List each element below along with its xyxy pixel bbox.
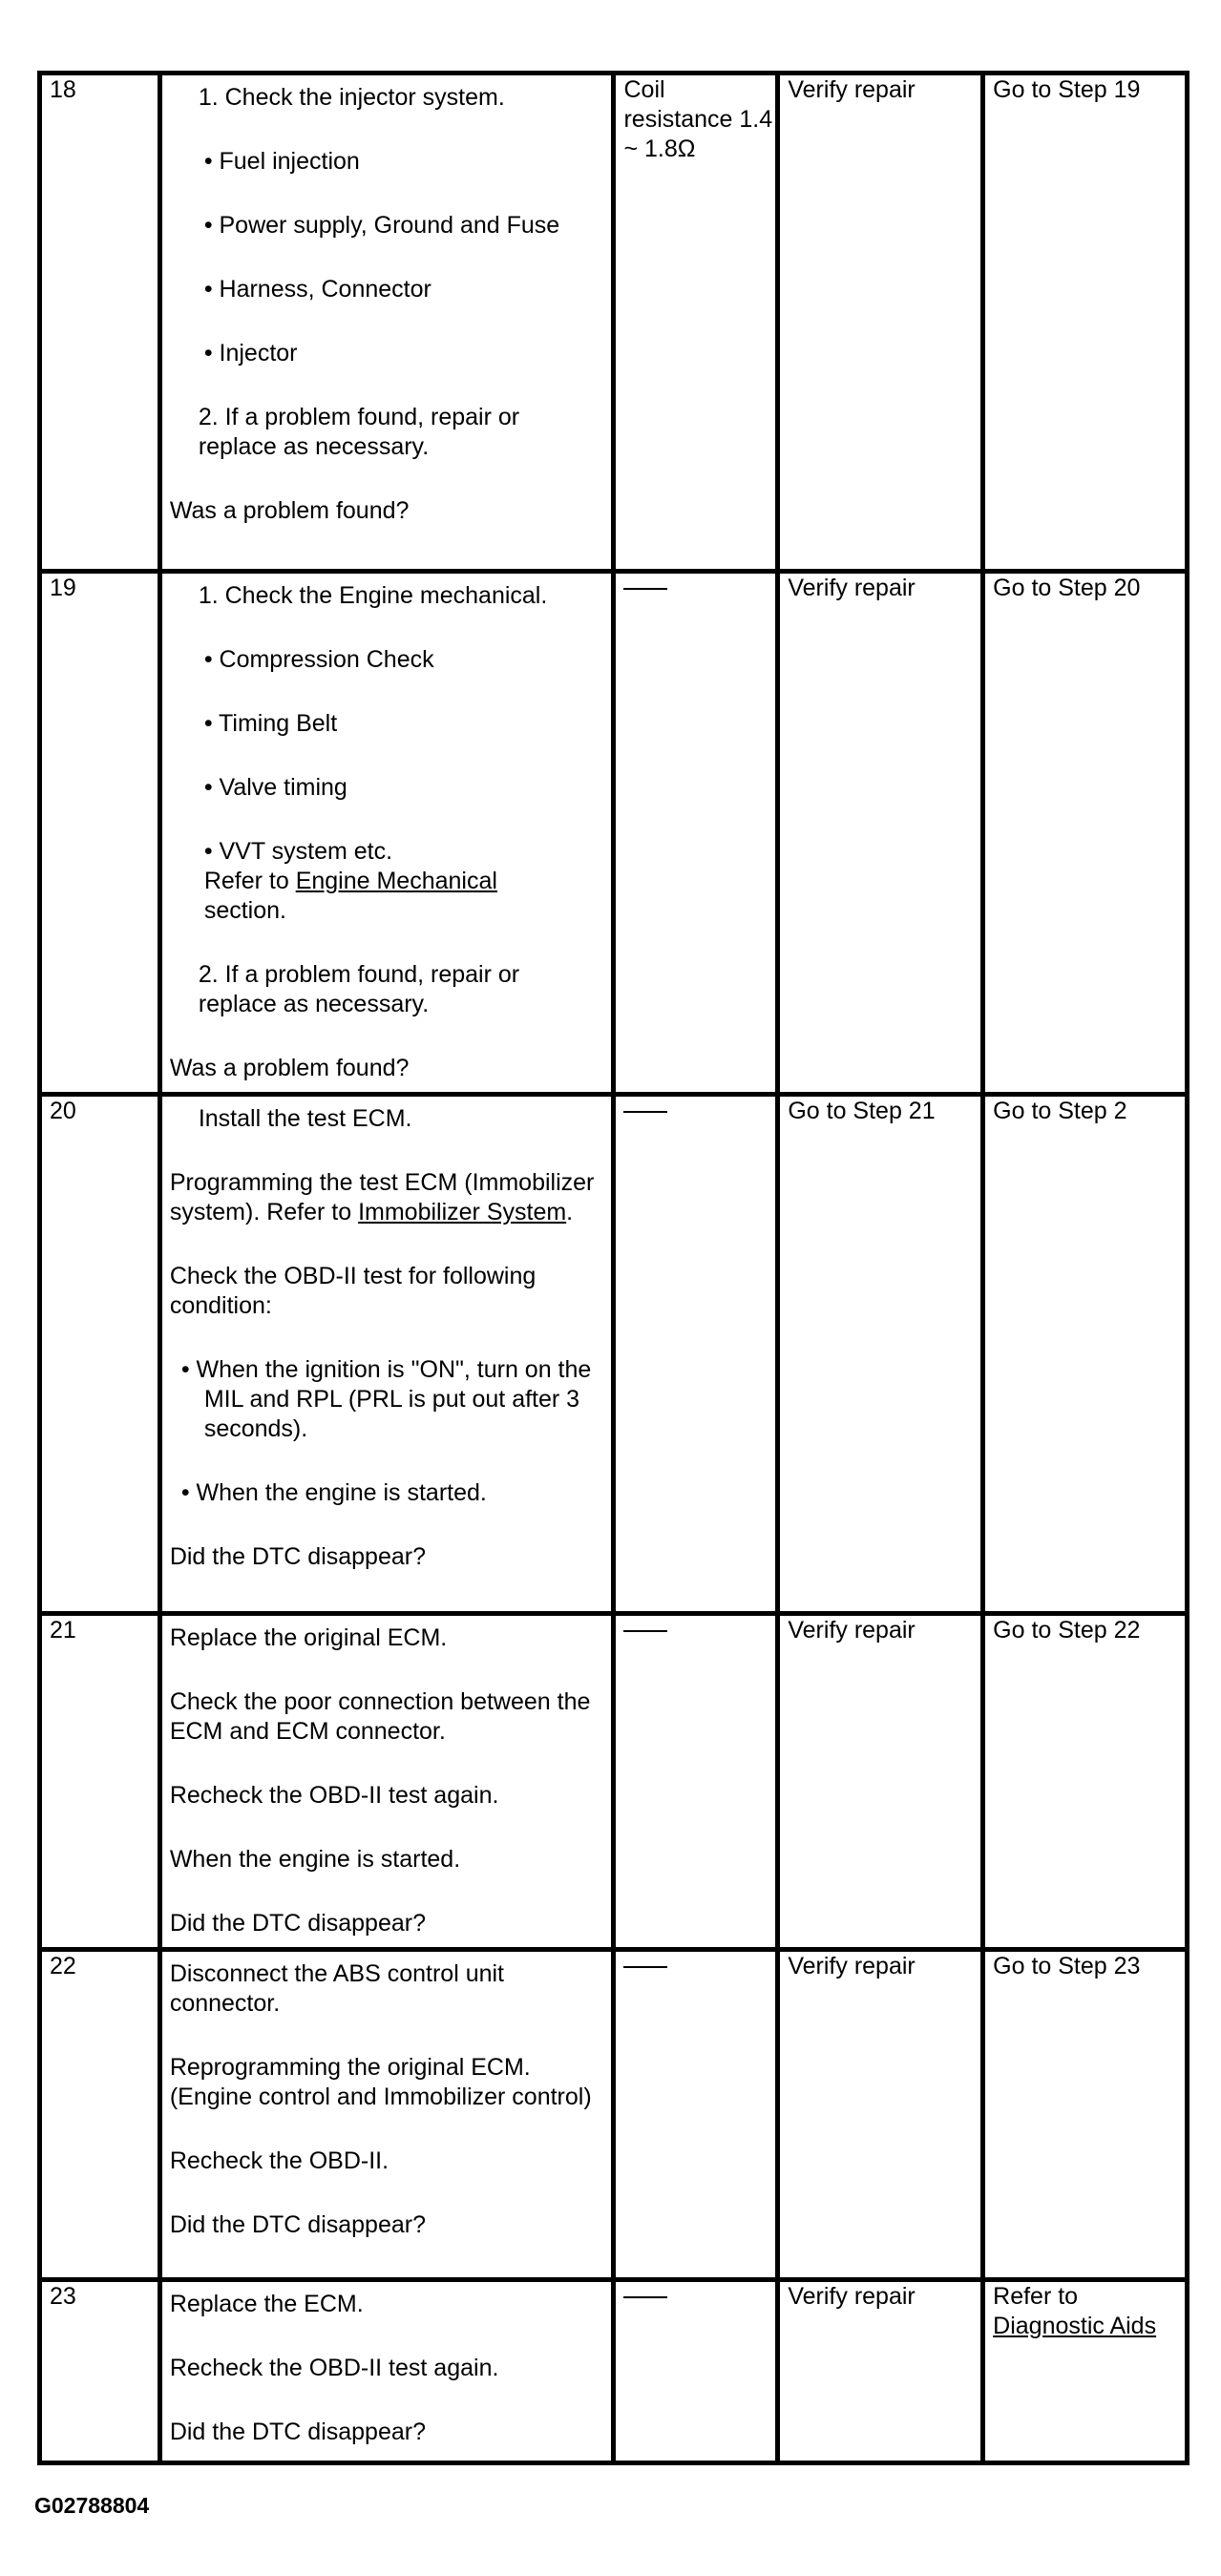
action-line: Check the OBD-II test for following condition:: [169, 1263, 537, 1319]
action-line: Recheck the OBD-II test again.: [169, 1782, 499, 1809]
value-cell: [614, 1095, 778, 1614]
no-cell: [983, 1950, 1188, 2280]
action-bullet: • Harness, Connector: [203, 276, 432, 303]
action-line: Replace the original ECM.: [169, 1624, 448, 1651]
table-row-step-19: [40, 572, 1188, 1095]
yes-text: Verify repair: [788, 2283, 916, 2310]
action-cell: [159, 1614, 614, 1950]
yes-cell: [778, 1095, 983, 1614]
step-number: 19: [50, 575, 76, 601]
diagnostic-table-container: [37, 71, 1189, 2465]
action-line: [170, 1168, 604, 1227]
action-question: Did the DTC disappear?: [169, 2419, 427, 2445]
no-cell: [983, 2280, 1188, 2463]
action-cell: [159, 2280, 614, 2463]
table-row-step-21: [40, 1614, 1188, 1950]
value-dash: [616, 2282, 775, 2312]
step-number: 20: [50, 1098, 76, 1124]
figure-id: G02788804: [34, 2493, 150, 2518]
diagnostic-aids-link[interactable]: Diagnostic Aids: [993, 2313, 1157, 2339]
step-cell: [40, 572, 160, 1095]
step-number: 23: [50, 2283, 76, 2310]
action-question: Did the DTC disappear?: [169, 1910, 427, 1937]
step-number: 22: [50, 1953, 76, 1979]
action-cell: [159, 1095, 614, 1614]
action-refer: [170, 867, 604, 926]
refer-prefix: Refer to: [993, 2283, 1079, 2310]
yes-text: Verify repair: [788, 1617, 916, 1644]
immobilizer-system-link[interactable]: Immobilizer System: [358, 1199, 567, 1225]
yes-text: Verify repair: [788, 76, 916, 103]
step-cell: [40, 2280, 160, 2463]
no-text: Go to Step 23: [993, 1953, 1141, 1979]
no-text: [985, 2282, 1185, 2345]
step-cell: [40, 1950, 160, 2280]
action-line: Disconnect the ABS control unit connector.: [169, 1960, 505, 2017]
step-cell: [40, 1614, 160, 1950]
action-item: 1. Check the injector system.: [198, 84, 505, 111]
yes-text: Go to Step 21: [788, 1098, 936, 1124]
no-cell: [983, 73, 1188, 572]
action-line: Install the test ECM.: [198, 1105, 412, 1132]
table-row-step-20: [40, 1095, 1188, 1614]
step-number: 21: [50, 1617, 76, 1644]
action-bullet: • Valve timing: [203, 774, 347, 801]
action-item: 2. If a problem found, repair or replace as necessary.: [198, 961, 520, 1017]
action-item: 1. Check the Engine mechanical.: [198, 582, 548, 609]
value-cell: [614, 73, 778, 572]
table-row-step-23: [40, 2280, 1188, 2463]
action-line: Check the poor connection between the ECM and ECM connector.: [169, 1688, 591, 1745]
diagnostic-table: [37, 71, 1189, 2465]
engine-mechanical-link[interactable]: Engine Mechanical: [295, 868, 497, 894]
value-cell: [614, 1614, 778, 1950]
action-cell: [159, 572, 614, 1095]
action-question: Was a problem found?: [169, 497, 410, 524]
action-item: 2. If a problem found, repair or replace as necessary.: [198, 404, 520, 460]
value-text: Coil resistance 1.4 ~ 1.8Ω: [623, 76, 773, 162]
action-line: Recheck the OBD-II.: [169, 2147, 389, 2174]
action-bullet: • Compression Check: [203, 646, 434, 673]
table-row-step-18: [40, 73, 1188, 572]
refer-prefix: Refer to: [203, 868, 296, 894]
value-cell: [614, 2280, 778, 2463]
action-cell: [159, 73, 614, 572]
action-bullet: • VVT system etc.: [203, 838, 393, 865]
action-line: Recheck the OBD-II test again.: [169, 2355, 499, 2381]
action-line: When the engine is started.: [169, 1846, 461, 1873]
step-cell: [40, 1095, 160, 1614]
value-dash: [616, 1097, 775, 1126]
action-cell: [159, 1950, 614, 2280]
step-number: 18: [50, 76, 76, 103]
value-cell: [614, 1950, 778, 2280]
no-text: Go to Step 2: [993, 1098, 1127, 1124]
action-bullet: • When the ignition is "ON", turn on the MIL and RPL (PRL is put out after 3 seconds).: [180, 1356, 592, 1442]
yes-cell: [778, 2280, 983, 2463]
action-question: Did the DTC disappear?: [169, 2211, 427, 2238]
action-line: Reprogramming the original ECM. (Engine control and Immobilizer control): [169, 2054, 592, 2110]
value-cell: [614, 572, 778, 1095]
line-suffix: .: [566, 1199, 574, 1225]
value-dash: [616, 1952, 775, 1981]
value-dash: [616, 574, 775, 603]
yes-cell: [778, 73, 983, 572]
table-row-step-22: [40, 1950, 1188, 2280]
yes-text: Verify repair: [788, 1953, 916, 1979]
yes-cell: [778, 1950, 983, 2280]
yes-cell: [778, 1614, 983, 1950]
step-cell: [40, 73, 160, 572]
action-bullet: • Timing Belt: [203, 710, 338, 737]
value-dash: [616, 1616, 775, 1645]
refer-suffix: section.: [203, 897, 286, 924]
no-text: Go to Step 22: [993, 1617, 1141, 1644]
no-text: Go to Step 20: [993, 575, 1141, 601]
action-question: Was a problem found?: [169, 1055, 410, 1081]
no-cell: [983, 572, 1188, 1095]
no-text: Go to Step 19: [993, 76, 1141, 103]
action-bullet: • Power supply, Ground and Fuse: [203, 212, 560, 239]
yes-text: Verify repair: [788, 575, 916, 601]
action-question: Did the DTC disappear?: [169, 1543, 427, 1570]
action-bullet: • When the engine is started.: [180, 1479, 487, 1506]
action-line: Replace the ECM.: [169, 2291, 364, 2317]
action-bullet: • Fuel injection: [203, 148, 360, 175]
no-cell: [983, 1614, 1188, 1950]
action-bullet: • Injector: [203, 340, 298, 367]
no-cell: [983, 1095, 1188, 1614]
yes-cell: [778, 572, 983, 1095]
line-prefix: Programming the test ECM (Immobilizer system). Refer to: [169, 1169, 595, 1225]
